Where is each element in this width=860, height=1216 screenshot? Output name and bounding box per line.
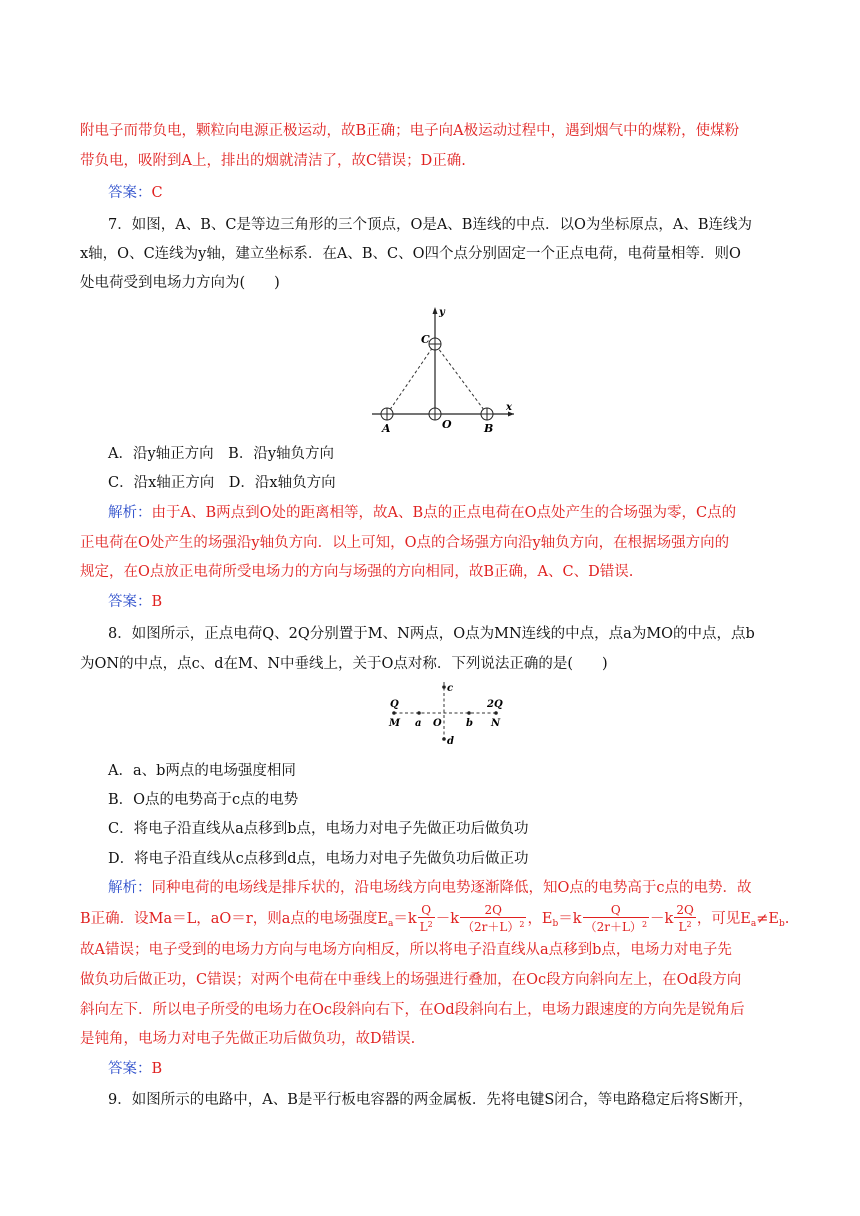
answer-label: 答案：	[108, 185, 152, 201]
point-m	[392, 711, 396, 715]
label-x: x	[506, 402, 512, 413]
answer-label: 答案：	[108, 1061, 152, 1077]
point-d	[442, 737, 446, 741]
q7-option-d[interactable]: D．沿x轴负方向	[228, 475, 336, 491]
label-a: A	[382, 422, 391, 432]
q8-option-b[interactable]: B．O点的电势高于c点的电势	[108, 792, 299, 808]
q8-analysis-line-4: 做负功后做正功，C错误；对两个电荷在中垂线上的场强进行叠加，在Oc段方向斜向左上，在Od段方向	[80, 972, 742, 988]
q8-figure	[380, 678, 510, 748]
q8-answer	[108, 1059, 162, 1079]
q8-analysis-line-3: 故A错误；电子受到的电场力方向与电场方向相反，所以将电子沿直线从a点移到b点，电场力对电子先	[80, 942, 732, 958]
q8-analysis-line-6: 是钝角，电场力对电子先做正功后做负功，故D错误.	[80, 1031, 416, 1047]
q7-options-cd	[108, 473, 336, 493]
q7-analysis-line-3: 规定，在O点放正电荷所受电场力的方向与场强的方向相同，故B正确，A、C、D错误.	[80, 564, 634, 580]
formula-tail: ，可见E	[696, 911, 751, 927]
y-axis-arrow	[433, 307, 438, 314]
q6-analysis-line-2: 带负电，吸附到A上，排出的烟就清洁了，故C错误；D正确.	[80, 153, 466, 169]
q8-option-c[interactable]: C．将电子沿直线从a点移到b点，电场力对电子先做正功后做负功	[108, 821, 529, 837]
formula-eq2: ＝k	[558, 911, 582, 927]
q7-figure	[368, 302, 518, 432]
point-a	[417, 711, 421, 715]
charge-o	[429, 408, 441, 420]
answer-value: B	[151, 1061, 163, 1077]
fraction-2q-over-2rl2: $\frac{2Q}{(2r+L)^2}$	[462, 903, 525, 934]
analysis-text: 同种电荷的电场线是排斥状的，沿电场线方向电势逐渐降低，知O点的电势高于c点的电势．故	[151, 880, 752, 896]
triangle-side-bc	[435, 344, 487, 414]
answer-value: C	[151, 185, 163, 201]
label-b: B	[484, 422, 494, 432]
label-2q: 2Q	[487, 699, 503, 710]
answer-label: 答案：	[108, 594, 152, 610]
charge-a	[381, 408, 393, 420]
label-m: M	[389, 718, 401, 729]
label-b: b	[466, 718, 473, 729]
q7-stem-line-3: 处电荷受到电场力方向为( )	[80, 275, 280, 291]
formula-sep: ，E	[527, 911, 553, 927]
formula-eq: ＝k	[393, 911, 417, 927]
analysis-label: 解析：	[108, 880, 152, 896]
charge-c	[429, 338, 441, 350]
label-q: Q	[390, 699, 399, 710]
q9-stem-line-1: 9．如图所示的电路中，A、B是平行板电容器的两金属板．先将电键S闭合，等电路稳定后将S断开，	[108, 1092, 753, 1108]
point-n	[494, 711, 498, 715]
q8-analysis-formula-line	[80, 904, 789, 939]
q6-answer	[108, 183, 163, 203]
q6-analysis-line-1: 附电子而带负电，颗粒向电源正极运动，故B正确；电子向A极运动过程中，遇到烟气中的煤粉，使煤粉	[80, 123, 740, 139]
analysis-label: 解析：	[108, 505, 152, 521]
subscript-a2: a	[750, 919, 757, 929]
subscript-b2: b	[779, 919, 785, 929]
formula-end: .	[784, 911, 790, 927]
formula-minus: －k	[435, 911, 459, 927]
q8-stem-line-1: 8．如图所示，正点电荷Q、2Q分别置于M、N两点，O点为MN连线的中点，点a为MO的中点，点b	[108, 626, 755, 642]
point-b	[467, 711, 471, 715]
fraction-q-over-2rl2: $\frac{Q}{(2r+L)^2}$	[584, 903, 648, 934]
q8-analysis-line-5: 斜向左下．所以电子所受的电场力在Oc段斜向右下，在Od段斜向右上，电场力跟速度的方向先是锐角后	[80, 1002, 745, 1018]
formula-minus2: －k	[650, 911, 674, 927]
label-a: a	[415, 718, 422, 729]
q8-option-a[interactable]: A．a、b两点的电场强度相同	[108, 763, 296, 779]
fraction-2q-over-l2: $\frac{2Q}{L^2}$	[676, 903, 694, 934]
label-y: y	[439, 307, 445, 318]
answer-value: B	[151, 594, 163, 610]
q8-option-d[interactable]: D．将电子沿直线从c点移到d点，电场力对电子先做负功后做正功	[108, 851, 529, 867]
q7-analysis-line-2: 正电荷在O处产生的场强沿y轴负方向．以上可知，O点的合场强方向沿y轴负方向，在根据场强方向的	[80, 535, 730, 551]
label-o: O	[442, 418, 452, 431]
formula-intro: B正确．设Ma＝L，aO＝r，则a点的电场强度E	[80, 911, 388, 927]
point-c	[442, 685, 446, 689]
analysis-text: 由于A、B两点到O处的距离相等，故A、B点的正点电荷在O点处产生的合场强为零，C点的	[151, 505, 737, 521]
q8-stem-line-2: 为ON的中点，点c、d在M、N中垂线上，关于O点对称．下列说法正确的是( )	[80, 656, 608, 672]
triangle-side-ac	[387, 344, 435, 414]
label-o: O	[433, 718, 442, 729]
q8-analysis-line-1	[108, 878, 752, 898]
formula-neq: ≠E	[756, 911, 780, 927]
label-c: C	[421, 333, 430, 346]
q7-stem-line-2: x轴，O、C连线为y轴，建立坐标系．在A、B、C、O四个点分别固定一个正点电荷，电荷量相等．则O	[80, 246, 741, 262]
label-n: N	[491, 718, 501, 729]
q7-stem-line-1: 7．如图，A、B、C是等边三角形的三个顶点，O是A、B连线的中点．以O为坐标原点，A、B连线为	[108, 217, 752, 233]
charge-b	[481, 408, 493, 420]
label-d: d	[447, 736, 454, 747]
q7-analysis-line-1	[108, 503, 736, 523]
label-c: c	[447, 683, 454, 694]
q7-option-b[interactable]: B．沿y轴负方向	[228, 446, 335, 462]
q7-answer	[108, 592, 162, 612]
fraction-q-over-l2: $\frac{Q}{L^2}$	[419, 903, 433, 934]
q7-option-c[interactable]: C．沿x轴正方向	[108, 475, 215, 491]
subscript-a: a	[387, 919, 394, 929]
subscript-b: b	[552, 919, 559, 929]
q7-options-ab	[108, 444, 334, 464]
q7-option-a[interactable]: A．沿y轴正方向	[108, 446, 214, 462]
